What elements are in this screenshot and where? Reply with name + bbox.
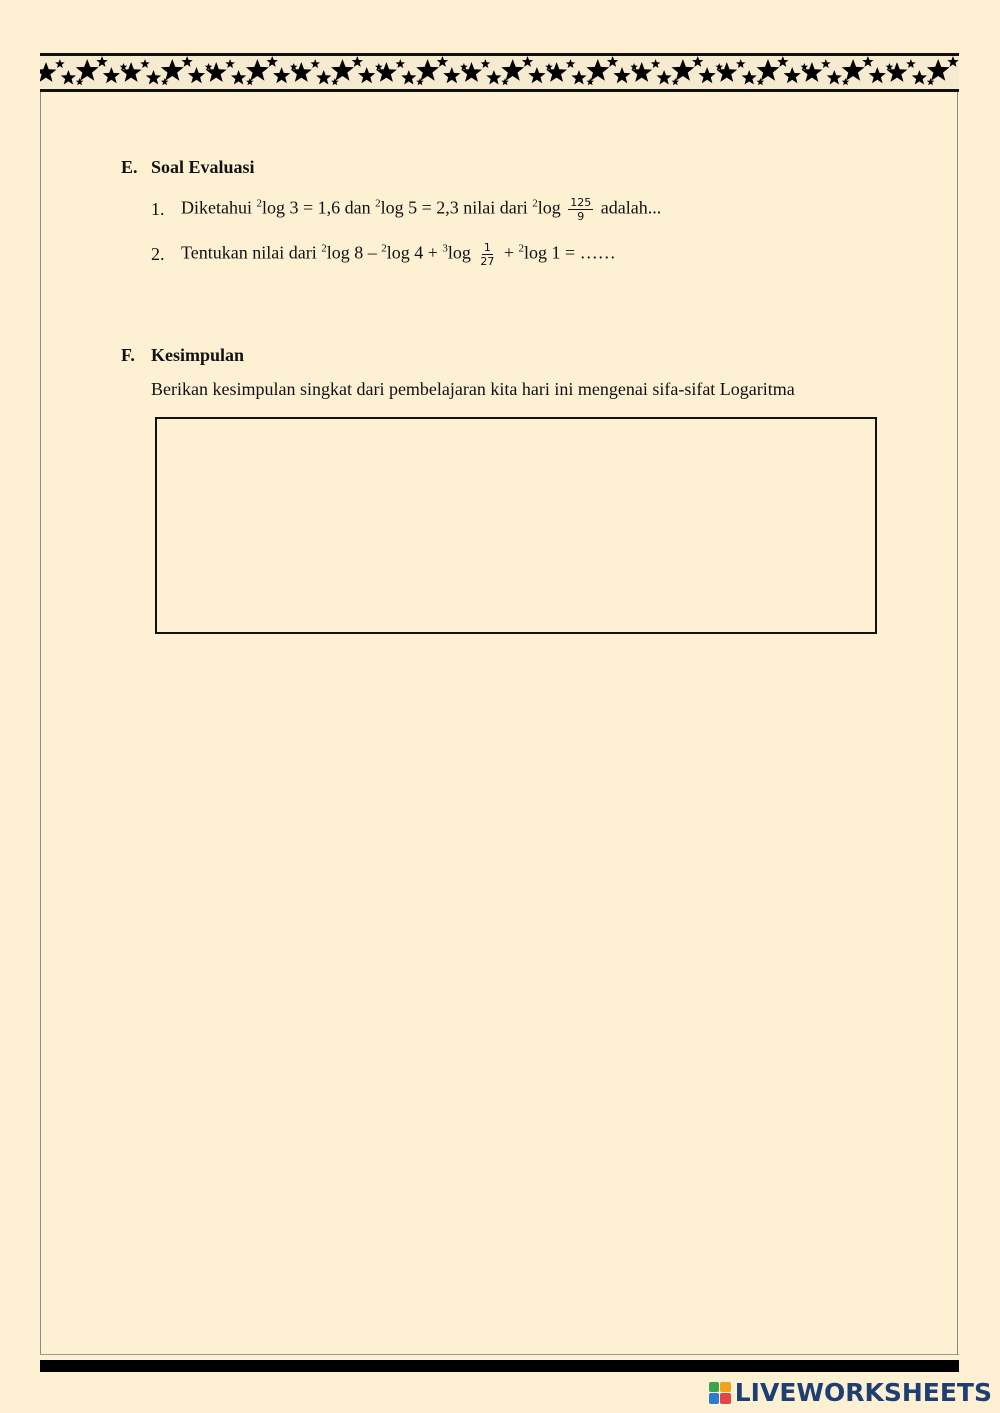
star-icon	[310, 59, 320, 68]
star-icon	[571, 70, 586, 85]
q2-text-part: log 4 +	[386, 242, 443, 263]
star-icon	[181, 56, 192, 67]
star-icon	[657, 70, 672, 85]
star-icon	[827, 70, 842, 85]
q1-log-base: 2	[375, 197, 381, 210]
star-icon	[566, 59, 576, 68]
section-e-letter: E.	[121, 157, 138, 177]
q2-log-base: 2	[321, 242, 327, 255]
star-icon	[246, 59, 269, 81]
conclusion-instruction: Berikan kesimpulan singkat dari pembelajaran kita hari ini mengenai sifa-sifat Logaritma	[151, 379, 795, 399]
q2-text-part: log 8 –	[326, 242, 382, 263]
q2-log-base: 3	[442, 242, 448, 255]
star-icon	[742, 70, 757, 85]
question-2	[151, 241, 616, 268]
q1-text-part: log	[537, 197, 566, 218]
star-icon	[486, 70, 501, 85]
star-icon	[522, 56, 533, 67]
star-icon	[821, 59, 831, 68]
star-icon	[140, 59, 150, 68]
star-icon	[61, 70, 76, 85]
star-icon	[401, 70, 416, 85]
star-border-decoration	[40, 53, 959, 92]
star-icon	[699, 67, 716, 83]
footer-rule-thick	[40, 1360, 959, 1372]
section-e-title: Soal Evaluasi	[151, 157, 255, 177]
star-icon	[396, 59, 406, 68]
q2-fraction-numerator: 1	[483, 241, 491, 254]
star-icon	[460, 63, 468, 70]
brand-text: LIVEWORKSHEETS	[734, 1378, 992, 1407]
section-f-heading	[121, 345, 244, 366]
section-f-letter: F.	[121, 345, 135, 365]
page-frame	[40, 92, 958, 1354]
q2-text-part: +	[499, 242, 519, 263]
star-icon	[784, 67, 801, 83]
star-icon	[416, 59, 439, 81]
liveworksheets-logo-icon	[709, 1382, 731, 1404]
question-2-number: 2.	[151, 244, 165, 264]
star-icon	[481, 59, 491, 68]
star-icon	[757, 59, 780, 81]
star-icon	[801, 63, 809, 70]
q2-fraction-denominator: 27	[480, 255, 495, 268]
star-icon	[869, 67, 886, 83]
q2-text-part: log	[447, 242, 476, 263]
star-icon	[947, 56, 958, 67]
q2-text-part: Tentukan nilai dari	[181, 242, 322, 263]
star-icon	[613, 67, 630, 83]
star-icon	[862, 56, 873, 67]
q1-text-part: Diketahui	[181, 197, 257, 218]
q1-fraction	[568, 196, 593, 223]
star-icon	[912, 70, 927, 85]
question-2-text	[181, 241, 616, 268]
q2-fraction	[478, 241, 496, 268]
star-icon	[267, 56, 278, 67]
star-icon	[231, 70, 246, 85]
star-icon	[352, 56, 363, 67]
star-icon	[443, 67, 460, 83]
star-icon	[146, 70, 161, 85]
section-e-heading	[121, 157, 255, 178]
star-icon	[715, 63, 723, 70]
star-icon	[120, 63, 128, 70]
question-1	[151, 196, 661, 223]
star-icon	[927, 59, 950, 81]
star-icon	[96, 56, 107, 67]
star-icon	[777, 56, 788, 67]
star-icon	[886, 63, 894, 70]
q1-fraction-denominator: 9	[577, 210, 585, 223]
star-icon	[316, 70, 331, 85]
star-icon	[55, 59, 65, 68]
star-icon	[358, 67, 375, 83]
question-1-number: 1.	[151, 199, 165, 219]
q2-log-base: 2	[381, 242, 387, 255]
q1-fraction-numerator: 125	[570, 196, 592, 209]
q1-text-part: log 5 = 2,3 nilai dari	[380, 197, 533, 218]
star-icon	[607, 56, 618, 67]
stars-pattern	[40, 56, 959, 89]
star-icon	[331, 59, 354, 81]
q2-text-part: log 1 = ……	[524, 242, 616, 263]
question-1-text	[181, 196, 661, 223]
star-icon	[188, 67, 205, 83]
star-icon	[842, 59, 865, 81]
liveworksheets-brand[interactable]	[709, 1378, 992, 1407]
star-icon	[40, 62, 57, 82]
q1-text-part: log 3 = 1,6 dan	[261, 197, 376, 218]
star-icon	[586, 59, 609, 81]
star-icon	[692, 56, 703, 67]
star-icon	[103, 67, 120, 83]
star-icon	[651, 59, 661, 68]
star-icon	[290, 63, 298, 70]
q1-text-part: adalah...	[596, 197, 662, 218]
star-icon	[161, 59, 184, 81]
q1-log-base: 2	[532, 197, 538, 210]
q1-log-base: 2	[256, 197, 262, 210]
section-f-title: Kesimpulan	[151, 345, 245, 365]
star-icon	[501, 59, 524, 81]
star-icon	[225, 59, 235, 68]
star-icon	[906, 59, 916, 68]
star-icon	[273, 67, 290, 83]
star-icon	[437, 56, 448, 67]
star-icon	[736, 59, 746, 68]
star-icon	[76, 59, 99, 81]
star-icon	[630, 63, 638, 70]
star-icon	[205, 63, 213, 70]
star-icon	[528, 67, 545, 83]
q2-log-base: 2	[518, 242, 525, 255]
footer-rule-thin	[40, 1354, 959, 1355]
star-icon	[545, 63, 553, 70]
star-icon	[672, 59, 695, 81]
star-icon	[375, 63, 383, 70]
conclusion-answer-box[interactable]	[155, 417, 877, 634]
